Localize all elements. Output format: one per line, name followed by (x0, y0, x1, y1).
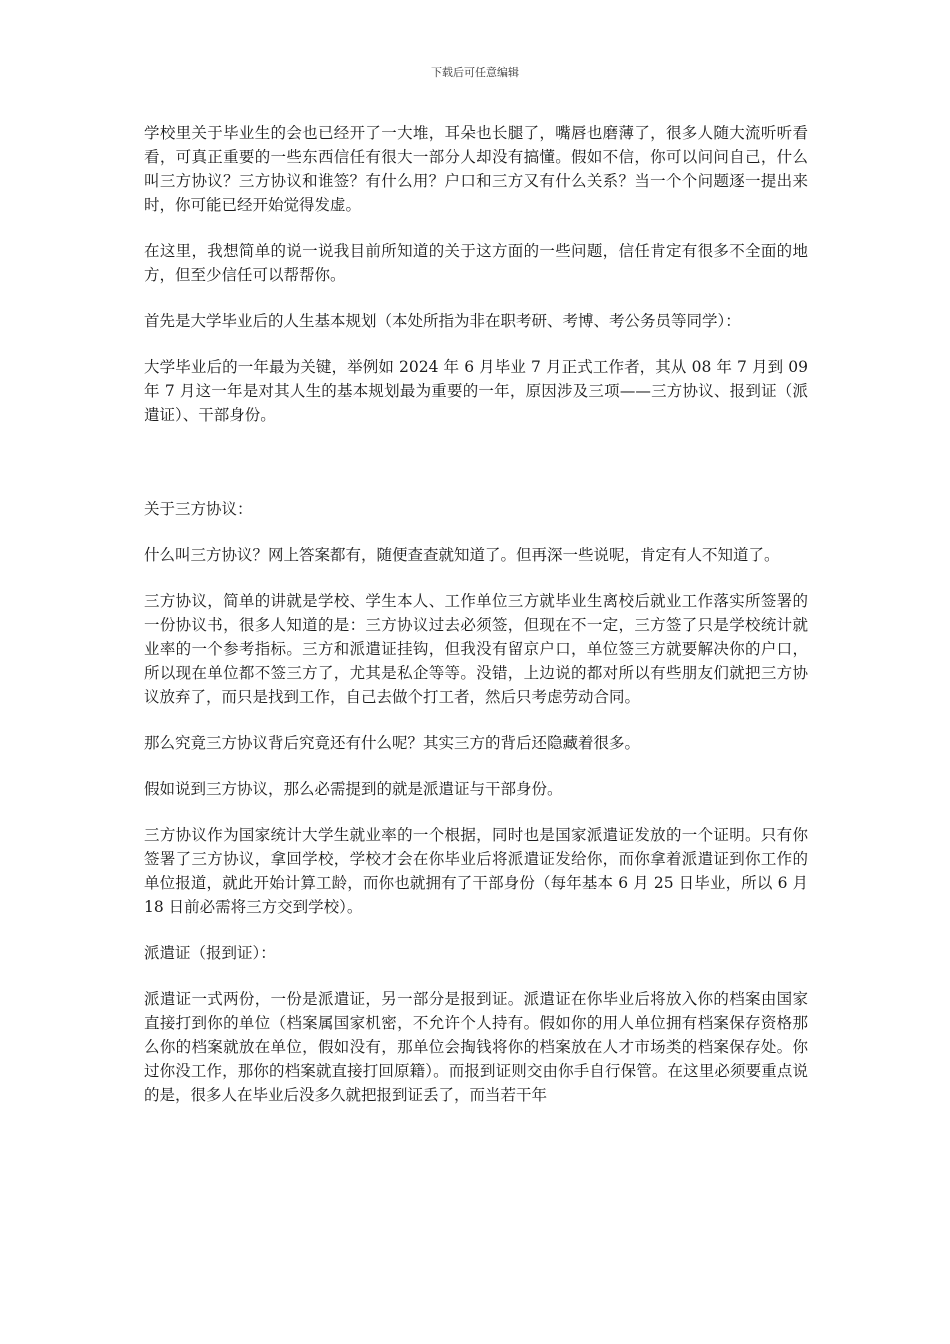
paragraph-what-is-tripartite: 什么叫三方协议？网上答案都有，随便查查就知道了。但再深一些说呢，肯定有人不知道了。 (144, 546, 780, 564)
paragraph-tripartite-basis: 三方协议作为国家统计大学生就业率的一个根据，同时也是国家派遣证发放的一个证明。只有你签署了三方协议，拿回学校，学校才会在你毕业后将派遣证发给你，而你拿着派遣证到你工作的单位报道，就此开始计算工龄，而你也就拥有了干部身份（每年基本 6 月 25 日毕业，所以 6 月 18 日前必需将三方交到学校）。 (144, 826, 808, 916)
document-body (144, 121, 808, 1107)
paragraph-dispatch-cadre: 假如说到三方协议，那么必需提到的就是派遣证与干部身份。 (144, 780, 563, 798)
page-header-note: 下载后可任意编辑 (431, 66, 519, 79)
section-heading-tripartite: 关于三方协议： (144, 500, 253, 518)
paragraph-dispatch-details: 派遣证一式两份，一份是派遣证，另一部分是报到证。派遣证在你毕业后将放入你的档案由国家直接打到你的单位（档案属国家机密，不允许个人持有。假如你的用人单位拥有档案保存资格那么你的档案就放在单位，假如没有，那单位会掏钱将你的档案放在人才市场类的档案保存处。你过你没工作，那你的档案就直接打回原籍）。而报到证则交由你手自行保管。在这里必须要重点说的是，很多人在毕业后没多久就把报到证丢了，而当若干年 (144, 990, 808, 1104)
paragraph-first-year: 大学毕业后的一年最为关键，举例如 2024 年 6 月毕业 7 月正式工作者，其从 08 年 7 月到 09 年 7 月这一年是对其人生的基本规划最为重要的一年，原因涉及三项——三方协议、报到证（派遣证）、干部身份。 (144, 358, 808, 424)
paragraph-intro: 学校里关于毕业生的会也已经开了一大堆，耳朵也长腿了，嘴唇也磨薄了，很多人随大流听听看看，可真正重要的一些东西信任有很大一部分人却没有搞懂。假如不信，你可以问问自己，什么叫三方协议？三方协议和谁签？有什么用？户口和三方又有什么关系？当一个个问题逐一提出来时，你可能已经开始觉得发虚。 (144, 124, 808, 214)
paragraph-hidden-behind: 那么究竟三方协议背后究竟还有什么呢？其实三方的背后还隐藏着很多。 (144, 734, 641, 752)
paragraph-tripartite-explained: 三方协议，简单的讲就是学校、学生本人、工作单位三方就毕业生离校后就业工作落实所签署的一份协议书，很多人知道的是：三方协议过去必须签，但现在不一定，三方签了只是学校统计就业率的一个参考指标。三方和派遣证挂钩，但我没有留京户口，单位签三方就要解决你的户口，所以现在单位都不签三方了，尤其是私企等等。没错，上边说的都对所以有些朋友们就把三方协议放弃了，而只是找到工作，自己去做个打工者，然后只考虑劳动合同。 (144, 592, 808, 706)
paragraph-purpose: 在这里，我想简单的说一说我目前所知道的关于这方面的一些问题，信任肯定有很多不全面的地方，但至少信任可以帮帮你。 (144, 242, 808, 284)
paragraph-plan-heading: 首先是大学毕业后的人生基本规划（本处所指为非在职考研、考博、考公务员等同学）： (144, 312, 741, 330)
section-heading-dispatch: 派遣证（报到证）： (144, 944, 276, 962)
